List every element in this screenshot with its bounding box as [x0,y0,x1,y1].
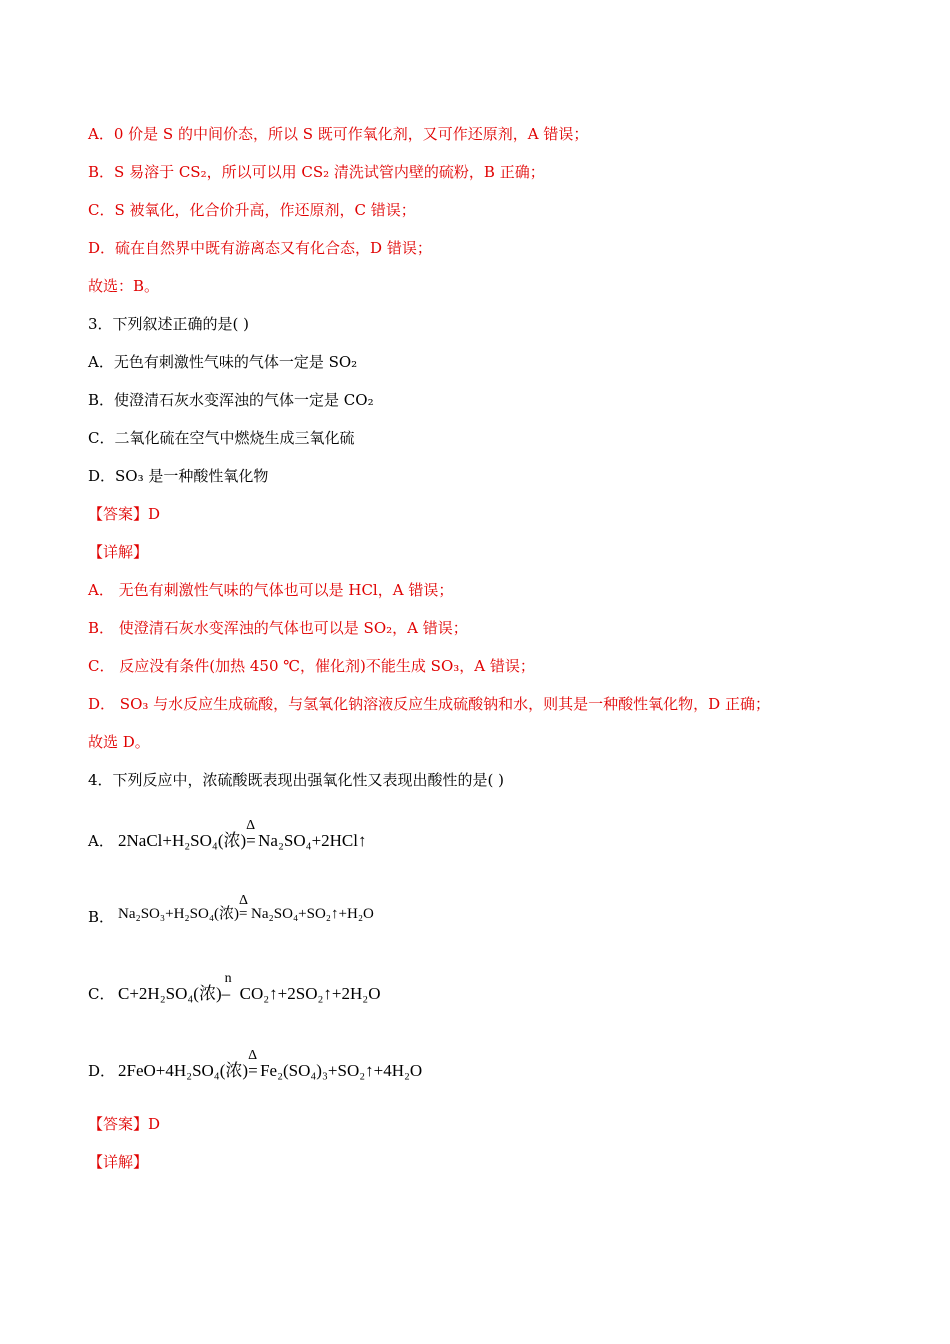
q4-option-c-rhs: CO₂↑+2SO₂↑+2H₂O [239,984,381,1003]
q4-stem: 4．下列反应中，浓硫酸既表现出强氧化性又表现出酸性的是( ) [88,771,505,789]
q4-option-b-lhs: Na₂SO₃+H₂SO₄(浓) [118,906,240,922]
q4-detail-label: 【详解】 [88,1153,149,1171]
q3-answer: 【答案】D [88,505,161,523]
q3-detail-a: A． 无色有刺激性气味的气体也可以是 HCl，A 错误； [88,581,454,599]
q3-detail-d: D． SO₃ 与水反应生成硫酸，与氢氧化钠溶液反应生成硫酸钠和水，则其是一种酸性氧化物，D 正确； [88,695,770,713]
q4-option-d-rhs: Fe₂(SO₄)₃+SO₂↑+4H₂O [260,1061,423,1080]
prev-answer-line-c: C．S 被氧化，化合价升高，作还原剂，C 错误； [88,201,416,219]
q4-option-a-equation [118,818,367,851]
reaction-condition-heat: Δ = [246,818,256,850]
q3-detail-label: 【详解】 [88,543,149,561]
q3-option-c: C．二氧化硫在空气中燃烧生成三氧化硫 [88,429,355,447]
prev-answer-line-b: B．S 易溶于 CS₂，所以可以用 CS₂ 清洗试管内壁的硫粉，B 正确； [88,163,545,181]
prev-answer-line-a: A．0 价是 S 的中间价态，所以 S 既可作氧化剂，又可作还原剂，A 错误； [88,125,589,143]
q4-option-c-lhs: C+2H₂SO₄(浓) [118,984,222,1003]
q3-stem: 3．下列叙述正确的是( ) [88,315,250,333]
q3-detail-c: C． 反应没有条件(加热 450 ℃，催化剂)不能生成 SO₃，A 错误； [88,657,535,675]
q3-conclusion: 故选 D。 [88,733,150,751]
q4-option-a-label: A． [88,832,114,850]
prev-answer-line-d: D．硫在自然界中既有游离态又有化合态，D 错误； [88,239,432,257]
q4-option-c-equation [118,971,381,1004]
q4-option-d-equation [118,1048,423,1081]
q3-option-b: B．使澄清石灰水变浑浊的气体一定是 CO₂ [88,391,374,409]
q4-option-c-label: C． [88,985,115,1003]
q4-option-b-equation [118,893,374,923]
q4-option-a-lhs: 2NaCl+H₂SO₄(浓) [118,831,247,850]
reaction-condition-heat: Δ = [239,893,249,922]
q4-option-d-lhs: 2FeO+4H₂SO₄(浓) [118,1061,249,1080]
q4-option-a-rhs: Na₂SO₄+2HCl↑ [258,831,367,850]
prev-conclusion: 故选：B。 [88,277,160,295]
q3-option-d: D．SO₃ 是一种酸性氧化物 [88,467,269,485]
q4-answer: 【答案】D [88,1115,161,1133]
q4-option-b-label: B． [88,908,115,926]
q4-option-d-label: D． [88,1062,116,1080]
q4-option-b-rhs: Na₂SO₄+SO₂↑+H₂O [251,906,374,922]
reaction-condition-mark: n – [221,971,232,1003]
q3-option-a: A．无色有刺激性气味的气体一定是 SO₂ [88,353,358,371]
q3-detail-b: B． 使澄清石灰水变浑浊的气体也可以是 SO₂，A 错误； [88,619,468,637]
reaction-condition-heat: Δ = [248,1048,258,1080]
